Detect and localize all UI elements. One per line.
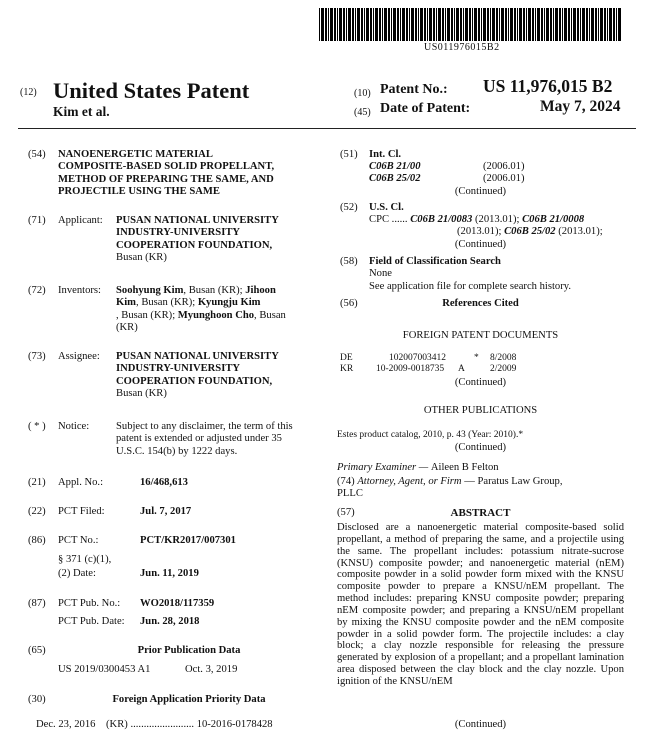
appl-no: 16/468,613 (140, 477, 188, 488)
us-cl-continued: (Continued) (454, 239, 507, 250)
patent-title: United States Patent (53, 78, 250, 103)
pct-pub-date-label: PCT Pub. Date: (58, 616, 125, 627)
inventors-label: Inventors: (58, 285, 101, 296)
prior-publication-title: Prior Publication Data (137, 645, 241, 656)
barcode-bar (621, 8, 622, 41)
code-30: (30) (28, 694, 46, 705)
field-search-note: See application file for complete search history. (369, 281, 571, 292)
code-22: (22) (28, 506, 46, 517)
foreign-doc-1-date: 8/2008 (490, 353, 517, 363)
us-cl-title: U.S. Cl. (369, 202, 404, 213)
foreign-priority-row: Dec. 23, 2016 (KR) ........................ 10-2016-0178428 (36, 719, 273, 730)
foreign-docs-title: FOREIGN PATENT DOCUMENTS (402, 330, 559, 341)
applicant: PUSAN NATIONAL UNIVERSITY INDUSTRY-UNIVERSITY COOPERATION FOUNDATION, Busan (KR) (116, 215, 279, 264)
code-87: (87) (28, 598, 46, 609)
field-search-title: Field of Classification Search (369, 256, 501, 267)
foreign-doc-2-kind: A (458, 364, 465, 374)
foreign-doc-1-country: DE (340, 353, 353, 363)
int-cl-class-1: C06B 21/00 (369, 161, 421, 172)
inventor-line: Kim et al. (53, 104, 110, 119)
other-publications-title: OTHER PUBLICATIONS (423, 405, 538, 416)
int-cl-version-2: (2006.01) (483, 173, 525, 184)
us-cl-cpc-line-2: (2013.01); C06B 25/02 (2013.01); (457, 226, 603, 237)
invention-title: NANOENERGETIC MATERIAL COMPOSITE-BASED SOLID PROPELLANT, METHOD OF PREPARING THE SAME, AND PROJECTILE USING THE SAME (58, 149, 275, 198)
int-cl-version-1: (2006.01) (483, 161, 525, 172)
date-of-patent-label: Date of Patent: (380, 101, 471, 116)
pct-filed-label: PCT Filed: (58, 506, 105, 517)
pct-filed: Jul. 7, 2017 (140, 506, 192, 517)
foreign-doc-2-number: 10-2009-0018735 (376, 364, 445, 374)
code-56: (56) (340, 298, 358, 309)
foreign-docs-continued: (Continued) (454, 377, 507, 388)
code-10: (10) (354, 88, 371, 99)
assignee: PUSAN NATIONAL UNIVERSITY INDUSTRY-UNIVERSITY COOPERATION FOUNDATION, Busan (KR) (116, 351, 279, 400)
code-71: (71) (28, 215, 46, 226)
code-73: (73) (28, 351, 46, 362)
us-cl-cpc-line-1: CPC ...... C06B 21/0083 (2013.01); C06B 21/0008 (369, 214, 585, 225)
pct-no: PCT/KR2017/007301 (140, 535, 236, 546)
code-52: (52) (340, 202, 358, 213)
section-371-date: Jun. 11, 2019 (140, 568, 199, 579)
code-57: (57) (337, 507, 355, 518)
prior-publication-date: Oct. 3, 2019 (185, 664, 238, 675)
notice-label: Notice: (58, 421, 90, 432)
pct-pub-no: WO2018/117359 (140, 598, 215, 609)
code-12: (12) (20, 87, 37, 98)
code-65: (65) (28, 645, 46, 656)
pct-pub-date: Jun. 28, 2018 (140, 616, 200, 627)
int-cl-class-2: C06B 25/02 (369, 173, 421, 184)
prior-publication-number: US 2019/0300453 A1 (58, 664, 151, 675)
code-72: (72) (28, 285, 46, 296)
date-of-patent: May 7, 2024 (540, 98, 621, 115)
assignee-label: Assignee: (58, 351, 100, 362)
header-rule (18, 128, 636, 129)
code-21: (21) (28, 477, 46, 488)
abstract-title: ABSTRACT (450, 507, 511, 519)
foreign-doc-1-number: 102007003412 (389, 353, 446, 363)
code-58: (58) (340, 256, 358, 267)
pct-no-label: PCT No.: (58, 535, 99, 546)
foreign-doc-2-date: 2/2009 (490, 364, 517, 374)
section-371: § 371 (c)(1), (58, 554, 112, 565)
references-cited-title: References Cited (442, 298, 519, 309)
foreign-doc-1-star: * (474, 353, 479, 363)
applicant-label: Applicant: (58, 215, 103, 226)
barcode-number: US011976015B2 (424, 42, 500, 53)
patent-no-label: Patent No.: (380, 82, 448, 97)
patent-number: US 11,976,015 B2 (483, 76, 613, 96)
pct-pub-no-label: PCT Pub. No.: (58, 598, 121, 609)
other-publication-1: Estes product catalog, 2010, p. 43 (Year: 2010).* (337, 430, 524, 440)
primary-examiner: Primary Examiner — Aileen B Felton (337, 462, 499, 473)
code-54: (54) (28, 149, 46, 160)
int-cl-continued: (Continued) (454, 186, 507, 197)
abstract-continued: (Continued) (454, 719, 507, 730)
attorney-agent-line-2: PLLC (337, 488, 363, 499)
code-51: (51) (340, 149, 358, 160)
section-371-date-label: (2) Date: (58, 568, 96, 579)
field-search-value: None (369, 268, 392, 279)
code-notice: ( * ) (28, 421, 46, 432)
other-publications-continued: (Continued) (454, 442, 507, 453)
code-45: (45) (354, 107, 371, 118)
attorney-agent: (74) Attorney, Agent, or Firm — Paratus Law Group, (337, 476, 563, 487)
int-cl-title: Int. Cl. (369, 149, 402, 160)
foreign-doc-2-country: KR (340, 364, 354, 374)
notice-text: Subject to any disclaimer, the term of this patent is extended or adjusted under 35 U.S.C. 154(b) by 1222 days. (116, 421, 293, 457)
inventors: Soohyung Kim, Busan (KR); Jihoon Kim, Busan (KR); Kyungju Kim , Busan (KR); Myunghoon Cho, Busan (KR) (116, 285, 286, 334)
appl-no-label: Appl. No.: (58, 477, 104, 488)
abstract-text: Disclosed are a nanoenergetic material composite-based solid propellant, a method of preparing the same, and a projectile using the same. The propellant includes: potassium nitrate-sucrose (KNSU) composite powder; and nanoenergetic material (nEM) composite powder in a solid powder form mixed with the KNSU composite powder to prepare a KNSU/nEM propellant. The method includes: preparing KNSU composite powder; preparing nEM composite powder; and preparing a KNSU/nEM propellant by mixing the KNSU composite powder and the nEM composite powder in a solid powder form. The projectile includes: a clay block; a clay nozzle responsible for releasing the pressure generated by explosion of a propellant; and a propellant lamination area disposed between the clay block and the clay nozzle. Upon ignition of the KNSU/nEM (337, 522, 624, 687)
barcode (319, 8, 624, 41)
code-86: (86) (28, 535, 46, 546)
foreign-priority-title: Foreign Application Priority Data (112, 694, 266, 705)
